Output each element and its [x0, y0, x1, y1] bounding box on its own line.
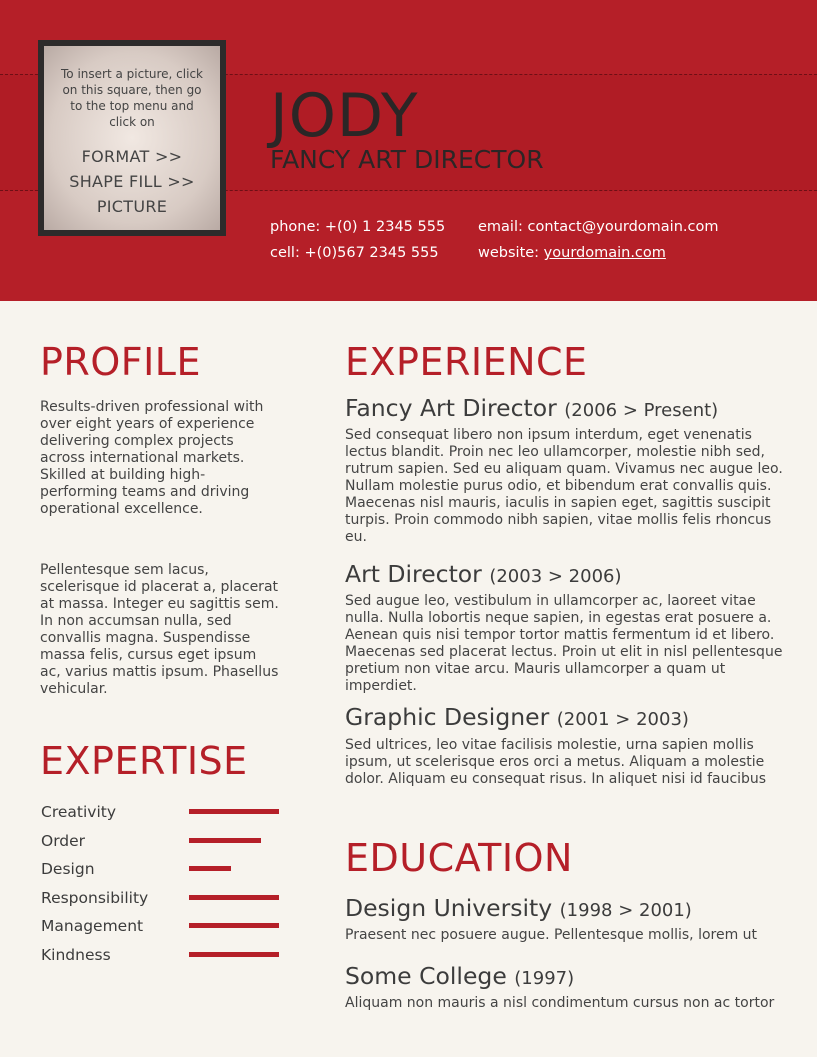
- skill-label: Order: [41, 832, 86, 850]
- job-description: Sed augue leo, vestibulum in ullamcorper ac, laoreet vitae nulla. Nulla lobortis neque sapien, in egestas erat posuere a. Aenean quis nisi tempor tortor mattis fermentum id et libero. Maecenas sed placerat lectus. Proin ut elit in nisl pellentesque pretium non vitae arcu. Mauris ullamcorper a quam ut imperdiet.: [345, 593, 783, 694]
- job-description: Sed ultrices, leo vitae facilisis molestie, urna sapien mollis ipsum, ut scelerisque eros orci a metus. Aliquam a molestie dolor. Aliquam eu consequat risus. In aliquet nisi id faucibus: [345, 737, 767, 787]
- skill-label: Design: [41, 860, 95, 878]
- education-heading: EDUCATION: [345, 836, 573, 880]
- job-description: Sed consequat libero non ipsum interdum, eget venenatis lectus blandit. Proin nec leo ullamcorper, molestie nibh sed, rutrum sapien. Sed eu aliquam quam. Vivamus nec augue leo. Nullam molestie purus odio, et bibendum erat convallis quis. Maecenas nisl mauris, iaculis in sapien eget, sagittis suscipit turpis. Proin commodo nibh sapien, vitae mollis felis rhoncus eu.: [345, 427, 783, 545]
- skill-label: Management: [41, 917, 144, 935]
- profile-paragraph-2: Pellentesque sem lacus, scelerisque id placerat a, placerat at massa. Integer eu sagittis sem. In non accumsan nulla, sed convallis magna. Suspendisse massa felis, cursus eget ipsum ac, varius mattis ipsum. Phasellus vehicular.: [40, 562, 279, 697]
- job-title-text: Fancy Art Director: [345, 394, 557, 422]
- skill-label: Kindness: [41, 946, 111, 964]
- school-name: Design University: [345, 894, 553, 922]
- skill-level-bar: [189, 866, 231, 871]
- expertise-heading: EXPERTISE: [40, 739, 248, 783]
- skill-level-bar: [189, 923, 279, 928]
- profile-paragraph-1: Results-driven professional with over eight years of experience delivering complex projects across international markets. Skilled at building high-performing teams and driving operational excellence.: [40, 399, 264, 517]
- candidate-role: FANCY ART DIRECTOR: [270, 145, 544, 174]
- skill-label: Responsibility: [41, 889, 149, 907]
- skill-level-bar: [189, 895, 279, 900]
- experience-heading: EXPERIENCE: [345, 340, 588, 384]
- job-period: (2006 > Present): [564, 400, 719, 421]
- job-title: [345, 703, 689, 734]
- photo-instructions: To insert a picture, click on this square, then go to the top menu and click on: [61, 67, 203, 129]
- contact-cell: cell: +(0)567 2345 555: [270, 245, 439, 261]
- photo-step-picture: PICTURE: [96, 197, 168, 216]
- photo-step-format: FORMAT >>: [81, 147, 183, 166]
- job-title: [345, 394, 718, 425]
- profile-heading: PROFILE: [40, 340, 201, 384]
- contact-phone: phone: +(0) 1 2345 555: [270, 219, 446, 235]
- school-description: Aliquam non mauris a nisl condimentum cursus non ac tortor: [345, 995, 775, 1011]
- photo-placeholder[interactable]: [38, 40, 226, 236]
- job-title-text: Graphic Designer: [345, 703, 550, 731]
- website-label: website:: [478, 245, 544, 261]
- school-title: [345, 894, 692, 925]
- school-description: Praesent nec posuere augue. Pellentesque mollis, lorem ut: [345, 927, 758, 943]
- skill-level-bar: [189, 809, 279, 814]
- school-name: Some College: [345, 962, 507, 990]
- job-title-text: Art Director: [345, 560, 482, 588]
- skill-level-bar: [189, 952, 279, 957]
- school-period: (1998 > 2001): [559, 900, 692, 921]
- contact-email: email: contact@yourdomain.com: [478, 219, 719, 235]
- job-period: (2003 > 2006): [489, 566, 622, 587]
- school-period: (1997): [514, 968, 575, 989]
- job-period: (2001 > 2003): [556, 709, 689, 730]
- website-link[interactable]: yourdomain.com: [543, 245, 666, 261]
- candidate-name: JODY: [270, 81, 419, 151]
- school-title: [345, 962, 574, 993]
- contact-website: [478, 244, 666, 262]
- job-title: [345, 560, 622, 591]
- skill-label: Creativity: [41, 803, 117, 821]
- photo-step-shape-fill: SHAPE FILL >>: [69, 172, 195, 191]
- skill-level-bar: [189, 838, 261, 843]
